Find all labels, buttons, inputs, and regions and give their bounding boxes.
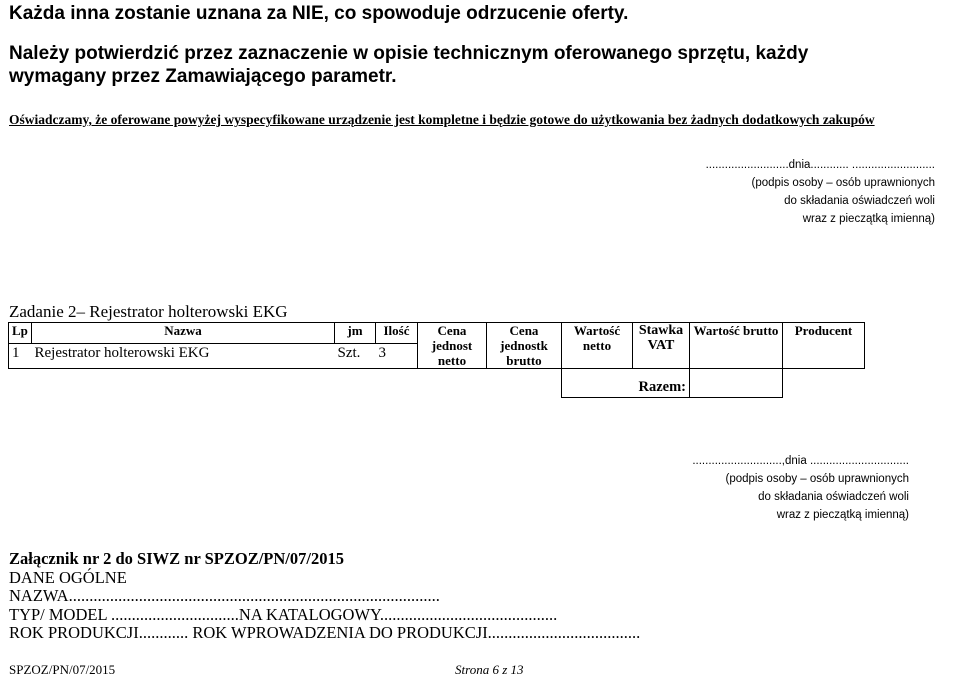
col-header-jm: jm xyxy=(335,323,376,344)
signature-line-3: wraz z pieczątką imienną) xyxy=(802,213,935,225)
table-total-row xyxy=(9,369,865,398)
signature-date-line: ..........................dnia............ .......................... xyxy=(705,159,935,171)
annex-production-year-line: ROK PRODUKCJI............ ROK WPROWADZENIA DO PRODUKCJI..................................... xyxy=(9,623,641,642)
signature-line-1: (podpis osoby – osób uprawnionych xyxy=(725,473,909,485)
footer-page-number: Strona 6 z 13 xyxy=(455,662,524,677)
col-header-cena-brutto: Cena jednostk brutto xyxy=(487,323,562,369)
declaration-text: Oświadczamy, że oferowane powyżej wyspecyfikowane urządzenie jest kompletne i będzie gotowe do użytkowania bez żadnych dodatkowych zakupów xyxy=(9,112,875,127)
offer-table xyxy=(8,322,865,398)
signature-date-line: ............................,dnia ............................... xyxy=(692,455,909,467)
annex-title: Załącznik nr 2 do SIWZ nr SPZOZ/PN/07/2015 xyxy=(9,549,344,568)
task-title: Zadanie 2– Rejestrator holterowski EKG xyxy=(9,302,288,321)
cell-lp: 1 xyxy=(9,344,32,369)
col-header-producent: Producent xyxy=(783,323,865,369)
col-header-lp: Lp xyxy=(9,323,32,344)
total-label: Razem: xyxy=(562,369,690,398)
col-header-wartosc-netto: Wartość netto xyxy=(562,323,633,369)
table-header-row xyxy=(9,323,865,344)
cell-ilosc: 3 xyxy=(376,344,418,369)
col-header-cena-netto: Cena jednost netto xyxy=(418,323,487,369)
notice-line-2: Należy potwierdzić przez zaznaczenie w opisie technicznym oferowanego sprzętu, każdy xyxy=(9,43,809,64)
signature-block-2 xyxy=(692,452,909,524)
annex-section xyxy=(9,550,640,643)
signature-line-3: wraz z pieczątką imienną) xyxy=(776,509,909,521)
notice-line-3: wymagany przez Zamawiającego parametr. xyxy=(9,66,397,87)
cell-nazwa: Rejestrator holterowski EKG xyxy=(32,344,335,369)
signature-line-2: do składania oświadczeń woli xyxy=(758,491,909,503)
footer-reference: SPZOZ/PN/07/2015 xyxy=(9,662,116,677)
cell-jm: Szt. xyxy=(335,344,376,369)
total-value-cell xyxy=(690,369,783,398)
col-header-ilosc: Ilość xyxy=(376,323,418,344)
col-header-wartosc-brutto: Wartość brutto xyxy=(690,323,783,369)
annex-name-line: NAZWA.......................................................................................... xyxy=(9,586,440,605)
annex-subtitle: DANE OGÓLNE xyxy=(9,567,127,587)
col-header-nazwa: Nazwa xyxy=(32,323,335,344)
signature-line-2: do składania oświadczeń woli xyxy=(784,195,935,207)
signature-line-1: (podpis osoby – osób uprawnionych xyxy=(751,177,935,189)
annex-type-model-line: TYP/ MODEL ...............................NA KATALOGOWY........................................... xyxy=(9,604,558,624)
col-header-stawka-vat: Stawka VAT xyxy=(633,323,690,369)
notice-line-1: Każda inna zostanie uznana za NIE, co spowoduje odrzucenie oferty. xyxy=(9,3,629,24)
signature-block-1 xyxy=(706,156,935,228)
